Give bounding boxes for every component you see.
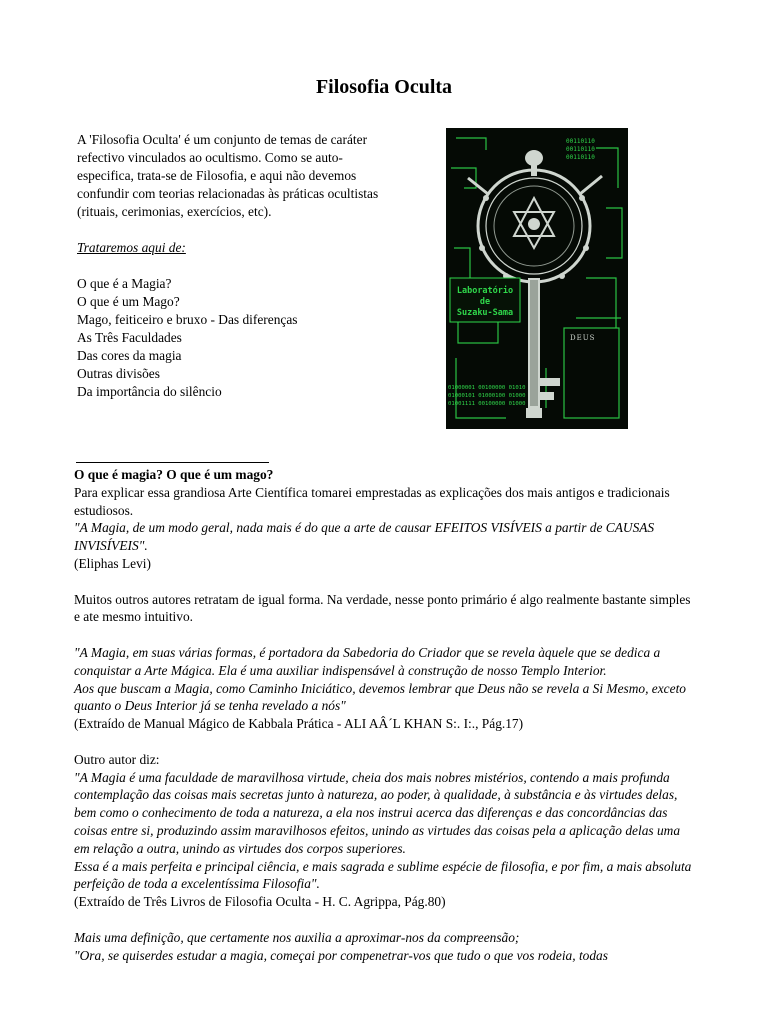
topics-list (77, 275, 387, 401)
page-title: Filosofia Oculta (315, 76, 453, 98)
citation-agrippa: (Extraído de Três Livros de Filosofia Oculta - H. C. Agrippa, Pág.80) (74, 894, 446, 910)
occult-key-emblem-image (446, 128, 628, 429)
quote-levi: "A Magia, de um modo geral, nada mais é do que a arte de causar EFEITOS VISÍVEIS a partir de CAUSAS INVISÍVEIS". (74, 520, 655, 554)
lab-label-line3: Suzaku-Sama (456, 308, 514, 318)
paragraph-3: Outro autor diz: (74, 751, 160, 767)
quote-kabbala-1: "A Magia, em suas várias formas, é portadora da Sabedoria do Criador que se revela àquele que se dedica a conquistar a Arte Mágica. Ela é uma auxiliar indispensável à construção de nosso Templo Interior. (74, 644, 661, 678)
binary-top2: 00110110 (566, 146, 595, 153)
binary-top: 00110110 (566, 138, 595, 145)
topic-item: Das cores da magia (77, 348, 182, 363)
quote-kabbala-2: Aos que buscam a Magia, como Caminho Iniciático, devemos lembrar que Deus não se revela a Si Mesmo, exceto quanto o Deus Interior já se tenha revelado a nós" (74, 680, 686, 714)
lab-label-line1: Laboratório (456, 286, 514, 296)
topic-item: O que é um Mago? (77, 294, 180, 309)
binary-top3: 00110110 (566, 154, 595, 161)
topic-item: Da importância do silêncio (77, 384, 222, 399)
section-body (74, 466, 694, 964)
intro-paragraph: A 'Filosofia Oculta' é um conjunto de temas de caráter refectivo vinculados ao ocultismo. Como se auto-especifica, trata-se de Filosofia, e aqui não devemos confundir com teorias relacionadas às práticas ocultistas (rituais, cerimonias, exercícios, etc). (77, 132, 379, 219)
intro-block (77, 131, 387, 401)
binary-bottom3: 01001111 00100000 01000 (448, 401, 526, 407)
quote-agrippa-1: "A Magia é uma faculdade de maravilhosa virtude, cheia dos mais nobres mistérios, contendo a mais profunda contemplação das coisas mais secretas junto à natureza, ao poder, à qualidade, à substância e às virtudes delas, bem como o conhecimento de toda a natureza, a ela nos instrui acerca das diferenças e das concordâncias das coisas entre si, produzindo assim maravilhosos efeitos, unindo as virtudes das coisas pela a aplicação delas uma em relação a outra, unindo as virtudes dos corpos superiores. (74, 769, 681, 856)
paragraph-1: Para explicar essa grandiosa Arte Científica tomarei emprestadas as explicações dos mais antigos e tradicionais estudiosos. (74, 484, 670, 518)
topic-item: Outras divisões (77, 366, 160, 381)
paragraph-2: Muitos outros autores retratam de igual forma. Na verdade, nesse ponto primário é algo realmente bastante simples e ate mesmo intuitivo. (74, 591, 691, 625)
lab-label-line2: de (479, 297, 491, 307)
binary-bottom1: 01000001 00100000 01010 (448, 385, 526, 391)
quote-final: "Ora, se quiserdes estudar a magia, começai por compenetrar-vos que tudo o que vos rodeia, todas (74, 947, 608, 963)
topic-item: As Três Faculdades (77, 330, 182, 345)
deus-label: DEUS (570, 334, 596, 342)
citation-kabbala: (Extraído de Manual Mágico de Kabbala Prática - ALI AÂ´L KHAN S:. I:., Pág.17) (74, 716, 524, 732)
definition-intro: Mais uma definição, que certamente nos auxilia a aproximar-nos da compreensão; (74, 929, 520, 945)
section-heading: O que é magia? O que é um mago? (74, 467, 274, 482)
citation-levi: (Eliphas Levi) (74, 555, 151, 571)
section-divider (76, 462, 269, 463)
binary-bottom2: 01000101 01000100 01000 (448, 393, 526, 399)
quote-agrippa-2: Essa é a mais perfeita e principal ciência, e mais sagrada e sublime espécie de filosofia, e por fim, a mais absoluta perfeição de toda a excelentíssima Filosofia". (74, 858, 692, 892)
topic-item: O que é a Magia? (77, 276, 172, 291)
topic-item: Mago, feiticeiro e bruxo - Das diferenças (77, 312, 298, 327)
topics-heading: Trataremos aqui de: (77, 240, 186, 255)
